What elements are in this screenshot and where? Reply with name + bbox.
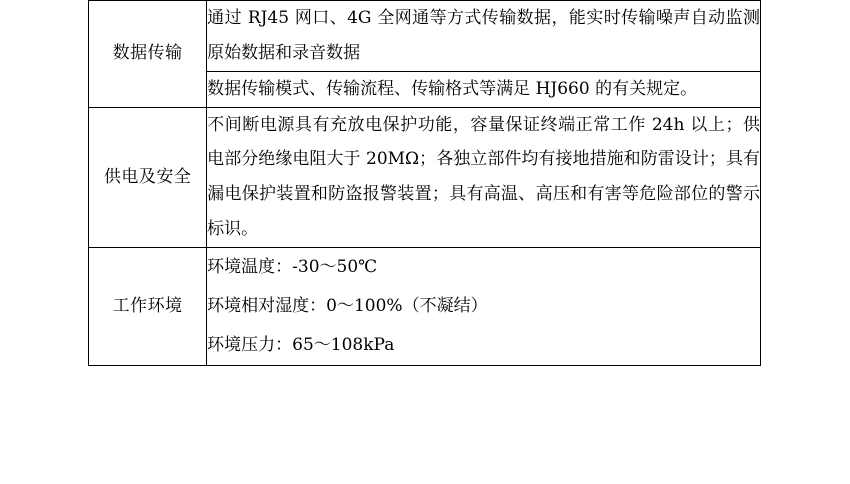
env-temperature: 环境温度：-30～50℃ (207, 256, 378, 277)
env-humidity: 环境相对湿度：0～100%（不凝结） (207, 296, 488, 316)
env-pressure: 环境压力：65～108kPa (207, 335, 395, 356)
row-label-working-environment: 工作环境 (89, 247, 207, 365)
cell-text: 数据传输模式、传输流程、传输格式等满足 HJ660 的有关规定。 (207, 78, 698, 99)
cell-text: 通过 RJ45 网口、4G 全网通等方式传输数据，能实时传输噪声自动监测原始数据和录音数据 (207, 8, 760, 63)
table-row (89, 247, 761, 365)
row-label-data-transmission: 数据传输 (89, 1, 207, 108)
cell-power-and-safety (207, 107, 761, 247)
cell-data-transmission-2 (207, 71, 761, 107)
table-row (89, 107, 761, 247)
cell-data-transmission-1 (207, 1, 761, 72)
cell-text: 不间断电源具有充放电保护功能，容量保证终端正常工作 24h 以上；供电部分绝缘电阻大于 20MΩ；各独立部件均有接地措施和防雷设计；具有漏电保护装置和防盗报警装置；具有高温、高压和有害等危险部位的警示标识。 (207, 114, 760, 240)
row-label-power-and-safety: 供电及安全 (89, 107, 207, 247)
specification-table (88, 0, 761, 366)
cell-working-environment (207, 247, 761, 365)
table-row (89, 1, 761, 72)
